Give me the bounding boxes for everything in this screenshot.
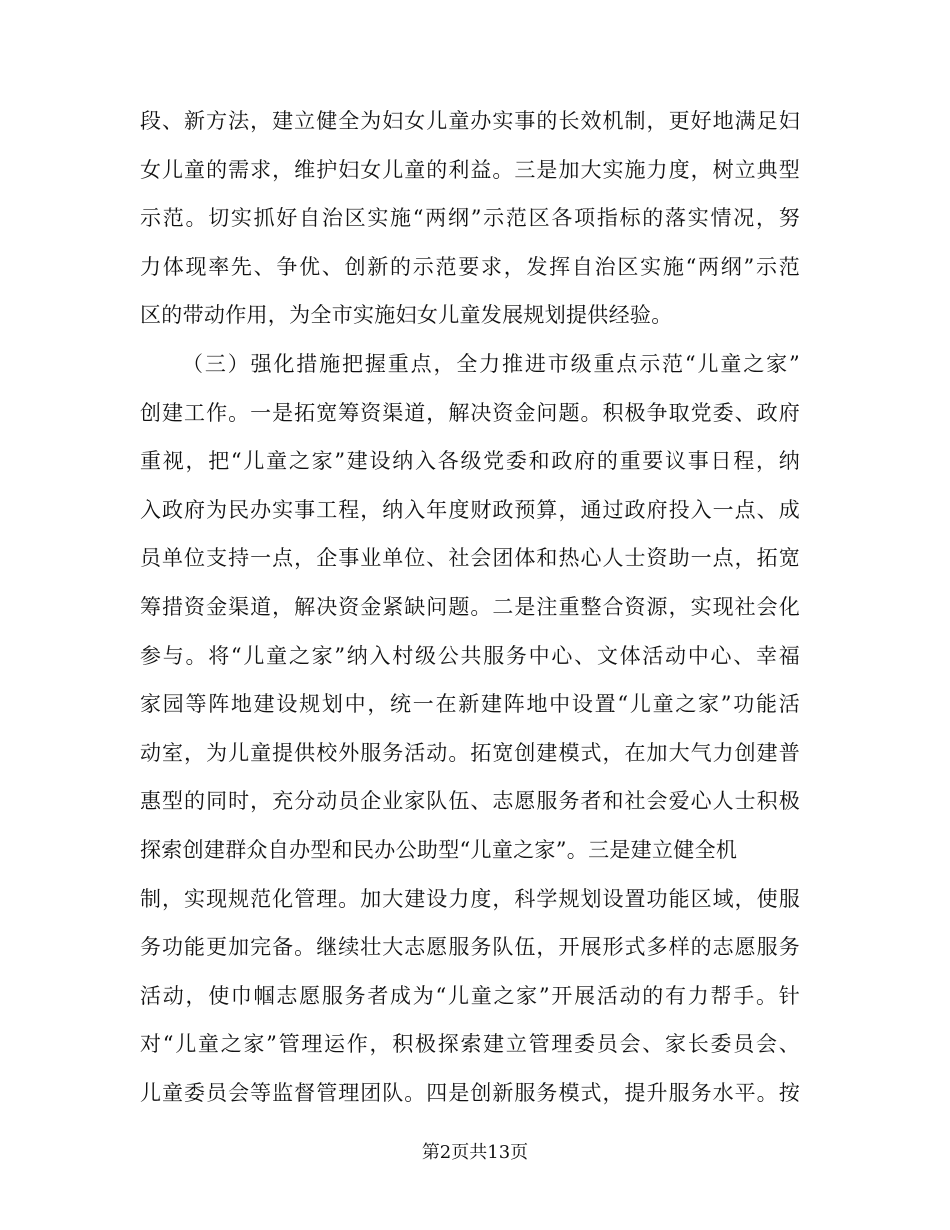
text-line-15: 惠型的同时，充分动员企业家队伍、志愿服务者和社会爱心人士积极 xyxy=(140,789,800,814)
text-line-21: 儿童委员会等监督管理团队。四是创新服务模式，提升服务水平。按 xyxy=(140,1080,800,1105)
text-line-1: 段、新方法，建立健全为妇女儿童办实事的长效机制，更好地满足妇 xyxy=(140,109,800,133)
text-line-4: 力体现率先、争优、创新的示范要求，发挥自治区实施“两纲”示范 xyxy=(140,254,800,279)
page-number-footer: 第2页共13页 xyxy=(421,1142,529,1163)
text-line-19: 活动，使巾帼志愿服务者成为“儿童之家”开展活动的有力帮手。针 xyxy=(140,983,800,1008)
document-body xyxy=(140,97,800,1117)
text-line-6: （三）强化措施把握重点，全力推进市级重点示范“儿童之家” xyxy=(182,351,800,376)
text-line-8: 重视，把“儿童之家”建设纳入各级党委和政府的重要议事日程，纳 xyxy=(140,449,800,474)
text-line-12: 参与。将“儿童之家”纳入村级公共服务中心、文体活动中心、幸福 xyxy=(140,643,800,668)
text-line-13: 家园等阵地建设规划中，统一在新建阵地中设置“儿童之家”功能活 xyxy=(140,692,800,717)
text-line-9: 入政府为民办实事工程，纳入年度财政预算，通过政府投入一点、成 xyxy=(140,497,800,522)
text-line-2: 女儿童的需求，维护妇女儿童的利益。三是加大实施力度，树立典型 xyxy=(140,157,800,182)
text-line-18: 务功能更加完备。继续壮大志愿服务队伍，开展形式多样的志愿服务 xyxy=(140,935,800,960)
text-line-20: 对“儿童之家”管理运作，积极探索建立管理委员会、家长委员会、 xyxy=(140,1032,800,1057)
text-line-14: 动室，为儿童提供校外服务活动。拓宽创建模式，在加大气力创建普 xyxy=(140,740,800,765)
text-line-17: 制，实现规范化管理。加大建设力度，科学规划设置功能区域，使服 xyxy=(140,886,800,911)
text-line-5: 区的带动作用，为全市实施妇女儿童发展规划提供经验。 xyxy=(140,303,673,328)
text-line-16: 探索创建群众自办型和民办公助型“儿童之家”。三是建立健全机 xyxy=(140,837,738,862)
text-line-7: 创建工作。一是拓宽筹资渠道，解决资金问题。积极争取党委、政府 xyxy=(140,400,800,425)
text-line-10: 员单位支持一点，企事业单位、社会团体和热心人士资助一点，拓宽 xyxy=(140,546,800,571)
text-line-11: 筹措资金渠道，解决资金紧缺问题。二是注重整合资源，实现社会化 xyxy=(140,594,800,619)
text-line-3: 示范。切实抓好自治区实施“两纲”示范区各项指标的落实情况，努 xyxy=(140,206,800,231)
